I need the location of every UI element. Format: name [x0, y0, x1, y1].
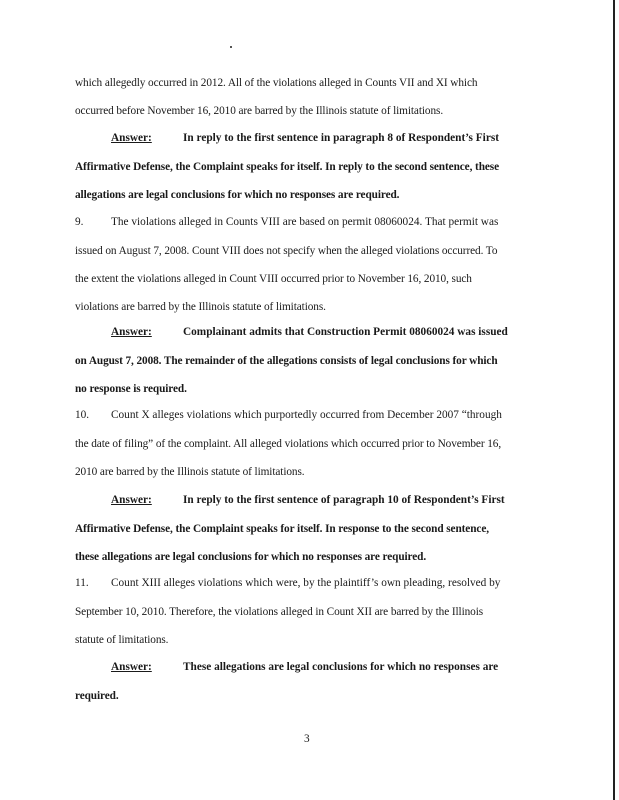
answer-8-line-3: allegations are legal conclusions for which no responses are required.	[75, 189, 400, 201]
answer-10-label: Answer:	[111, 494, 152, 506]
paragraph-11-line-3: statute of limitations.	[75, 634, 169, 646]
page-edge-line	[613, 0, 615, 800]
paragraph-7-continuation-line-2: occurred before November 16, 2010 are barred by the Illinois statute of limitations.	[75, 105, 444, 117]
paragraph-9-line-4: violations are barred by the Illinois statute of limitations.	[75, 301, 326, 313]
paragraph-10-line-1: Count X alleges violations which purportedly occurred from December 2007 “through	[111, 409, 502, 421]
answer-9-line-2: on August 7, 2008. The remainder of the allegations consists of legal conclusions for which	[75, 355, 498, 367]
answer-10-line-3: these allegations are legal conclusions for which no responses are required.	[75, 551, 427, 563]
answer-8-line-2: Affirmative Defense, the Complaint speaks for itself. In reply to the second sentence, these	[75, 161, 499, 173]
paragraph-9-line-1: The violations alleged in Counts VIII are based on permit 08060024. That permit was	[111, 216, 499, 228]
answer-11-label: Answer:	[111, 661, 152, 673]
answer-11-line-2: required.	[75, 690, 119, 702]
answer-8-label: Answer:	[111, 132, 152, 144]
paragraph-9-line-2: issued on August 7, 2008. Count VIII does not specify when the alleged violations occurred. To	[75, 245, 498, 257]
answer-10-line-1: In reply to the first sentence of paragraph 10 of Respondent’s First	[183, 494, 505, 506]
paragraph-9-number: 9.	[75, 216, 84, 228]
answer-9-line-3: no response is required.	[75, 383, 187, 395]
answer-8-line-1: In reply to the first sentence in paragraph 8 of Respondent’s First	[183, 132, 499, 144]
paragraph-11-line-1: Count XIII alleges violations which were, by the plaintiff’s own pleading, resolved by	[111, 577, 501, 589]
answer-10-line-2: Affirmative Defense, the Complaint speaks for itself. In response to the second sentence,	[75, 523, 489, 535]
answer-9-label: Answer:	[111, 326, 152, 338]
answer-11-line-1: These allegations are legal conclusions for which no responses are	[183, 661, 499, 673]
paragraph-10-line-2: the date of filing” of the complaint. All alleged violations which occurred prior to November 16,	[75, 438, 502, 450]
paragraph-11-line-2: September 10, 2010. Therefore, the violations alleged in Count XII are barred by the Illinois	[75, 606, 484, 618]
paragraph-10-line-3: 2010 are barred by the Illinois statute of limitations.	[75, 466, 305, 478]
scan-speck	[230, 46, 232, 48]
paragraph-11-number: 11.	[75, 577, 89, 589]
paragraph-9-line-3: the extent the violations alleged in Count VIII occurred prior to November 16, 2010, such	[75, 273, 472, 285]
paragraph-7-continuation-line-1: which allegedly occurred in 2012. All of the violations alleged in Counts VII and XI which	[75, 77, 478, 89]
answer-9-line-1: Complainant admits that Construction Permit 08060024 was issued	[183, 326, 508, 338]
paragraph-10-number: 10.	[75, 409, 90, 421]
page-number: 3	[304, 733, 310, 745]
